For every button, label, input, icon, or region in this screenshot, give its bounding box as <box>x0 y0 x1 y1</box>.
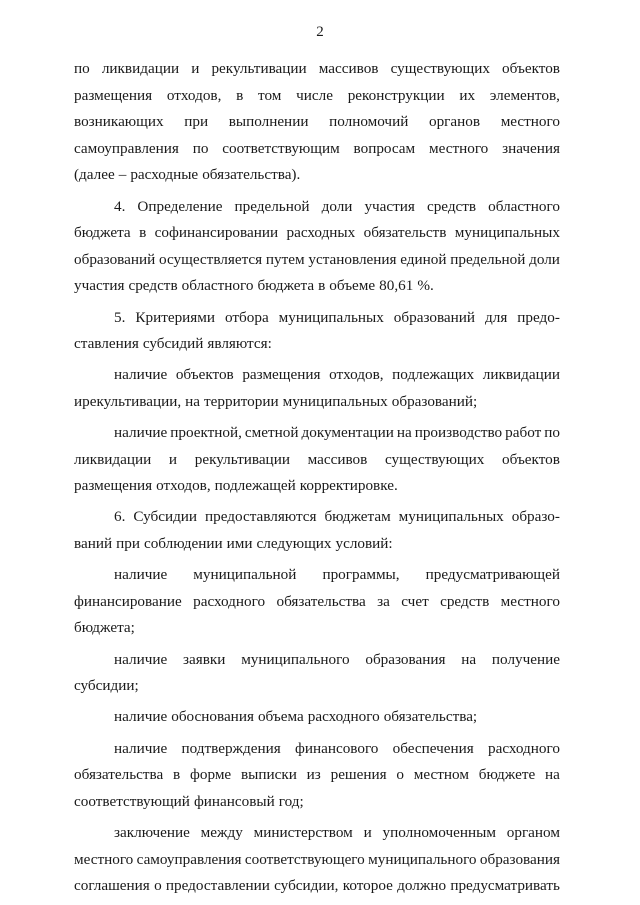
text-line: 6. Субсидии предоставляются бюджетам муниципальных образо- <box>114 508 560 526</box>
text-line: по ликвидации и рекультивации массивов существующих объектов <box>74 60 560 77</box>
text-line: самоуправления по соответствующим вопросам местного значения <box>74 139 560 157</box>
text-line: наличие объектов размещения отходов, подлежащих ликвидации <box>114 366 560 384</box>
text-line: наличие обоснования объема расходного обязательства; <box>114 708 478 726</box>
text-line: соответствующий финансовый год; <box>74 792 304 810</box>
paragraph <box>74 704 560 731</box>
paragraph <box>74 56 560 189</box>
text-line: 5. Критериями отбора муниципальных образований для предо- <box>114 308 560 326</box>
text-line: бюджета; <box>74 619 135 637</box>
paragraph <box>74 362 560 415</box>
document-body <box>74 56 560 900</box>
text-line: ирекультивации, на территории муниципальных образований; <box>74 392 478 410</box>
text-line: образований осуществляется путем установления единой предельной доли <box>74 250 560 268</box>
text-line: (далее – расходные обязательства). <box>74 166 301 184</box>
text-line: наличие подтверждения финансового обеспечения расходного <box>114 739 560 757</box>
text-line: финансирование расходного обязательства за счет средств местного <box>74 592 560 610</box>
text-line: размещения отходов, подлежащей корректировке. <box>74 477 398 495</box>
text-line: бюджета в софинансировании расходных обязательств муниципальных <box>74 224 560 242</box>
paragraph <box>74 647 560 700</box>
paragraph <box>74 420 560 500</box>
paragraph <box>74 820 560 900</box>
text-line: ликвидации и рекультивации массивов существующих объектов <box>74 450 560 468</box>
text-line: наличие муниципальной программы, предусматривающей <box>114 566 560 584</box>
text-line: соглашения о предоставлении субсидии, которое должно предусматривать <box>74 877 560 895</box>
text-line: наличие проектной, сметной документации на производство работ по <box>114 424 560 442</box>
paragraph <box>74 736 560 816</box>
paragraph <box>74 504 560 557</box>
text-line: местного самоуправления соответствующего муниципального образования <box>74 850 560 868</box>
paragraph <box>74 305 560 358</box>
text-line: 4. Определение предельной доли участия средств областного <box>114 197 560 215</box>
text-line: ваний при соблюдении ими следующих условий: <box>74 535 393 553</box>
paragraph <box>74 194 560 300</box>
text-line: обязательства в форме выписки из решения о местном бюджете на <box>74 766 560 784</box>
text-line: ставления субсидий являются: <box>74 335 272 353</box>
text-line: размещения отходов, в том числе реконструкции их элементов, <box>74 86 560 104</box>
text-line: возникающих при выполнении полномочий органов местного <box>74 113 560 131</box>
text-line: субсидии; <box>74 677 139 695</box>
text-line: наличие заявки муниципального образования на получение <box>114 650 560 668</box>
text-line: участия средств областного бюджета в объеме 80,61 %. <box>74 277 434 295</box>
text-line: заключение между министерством и уполномоченным органом <box>114 823 560 841</box>
page-number: 2 <box>316 24 324 40</box>
paragraph <box>74 562 560 642</box>
